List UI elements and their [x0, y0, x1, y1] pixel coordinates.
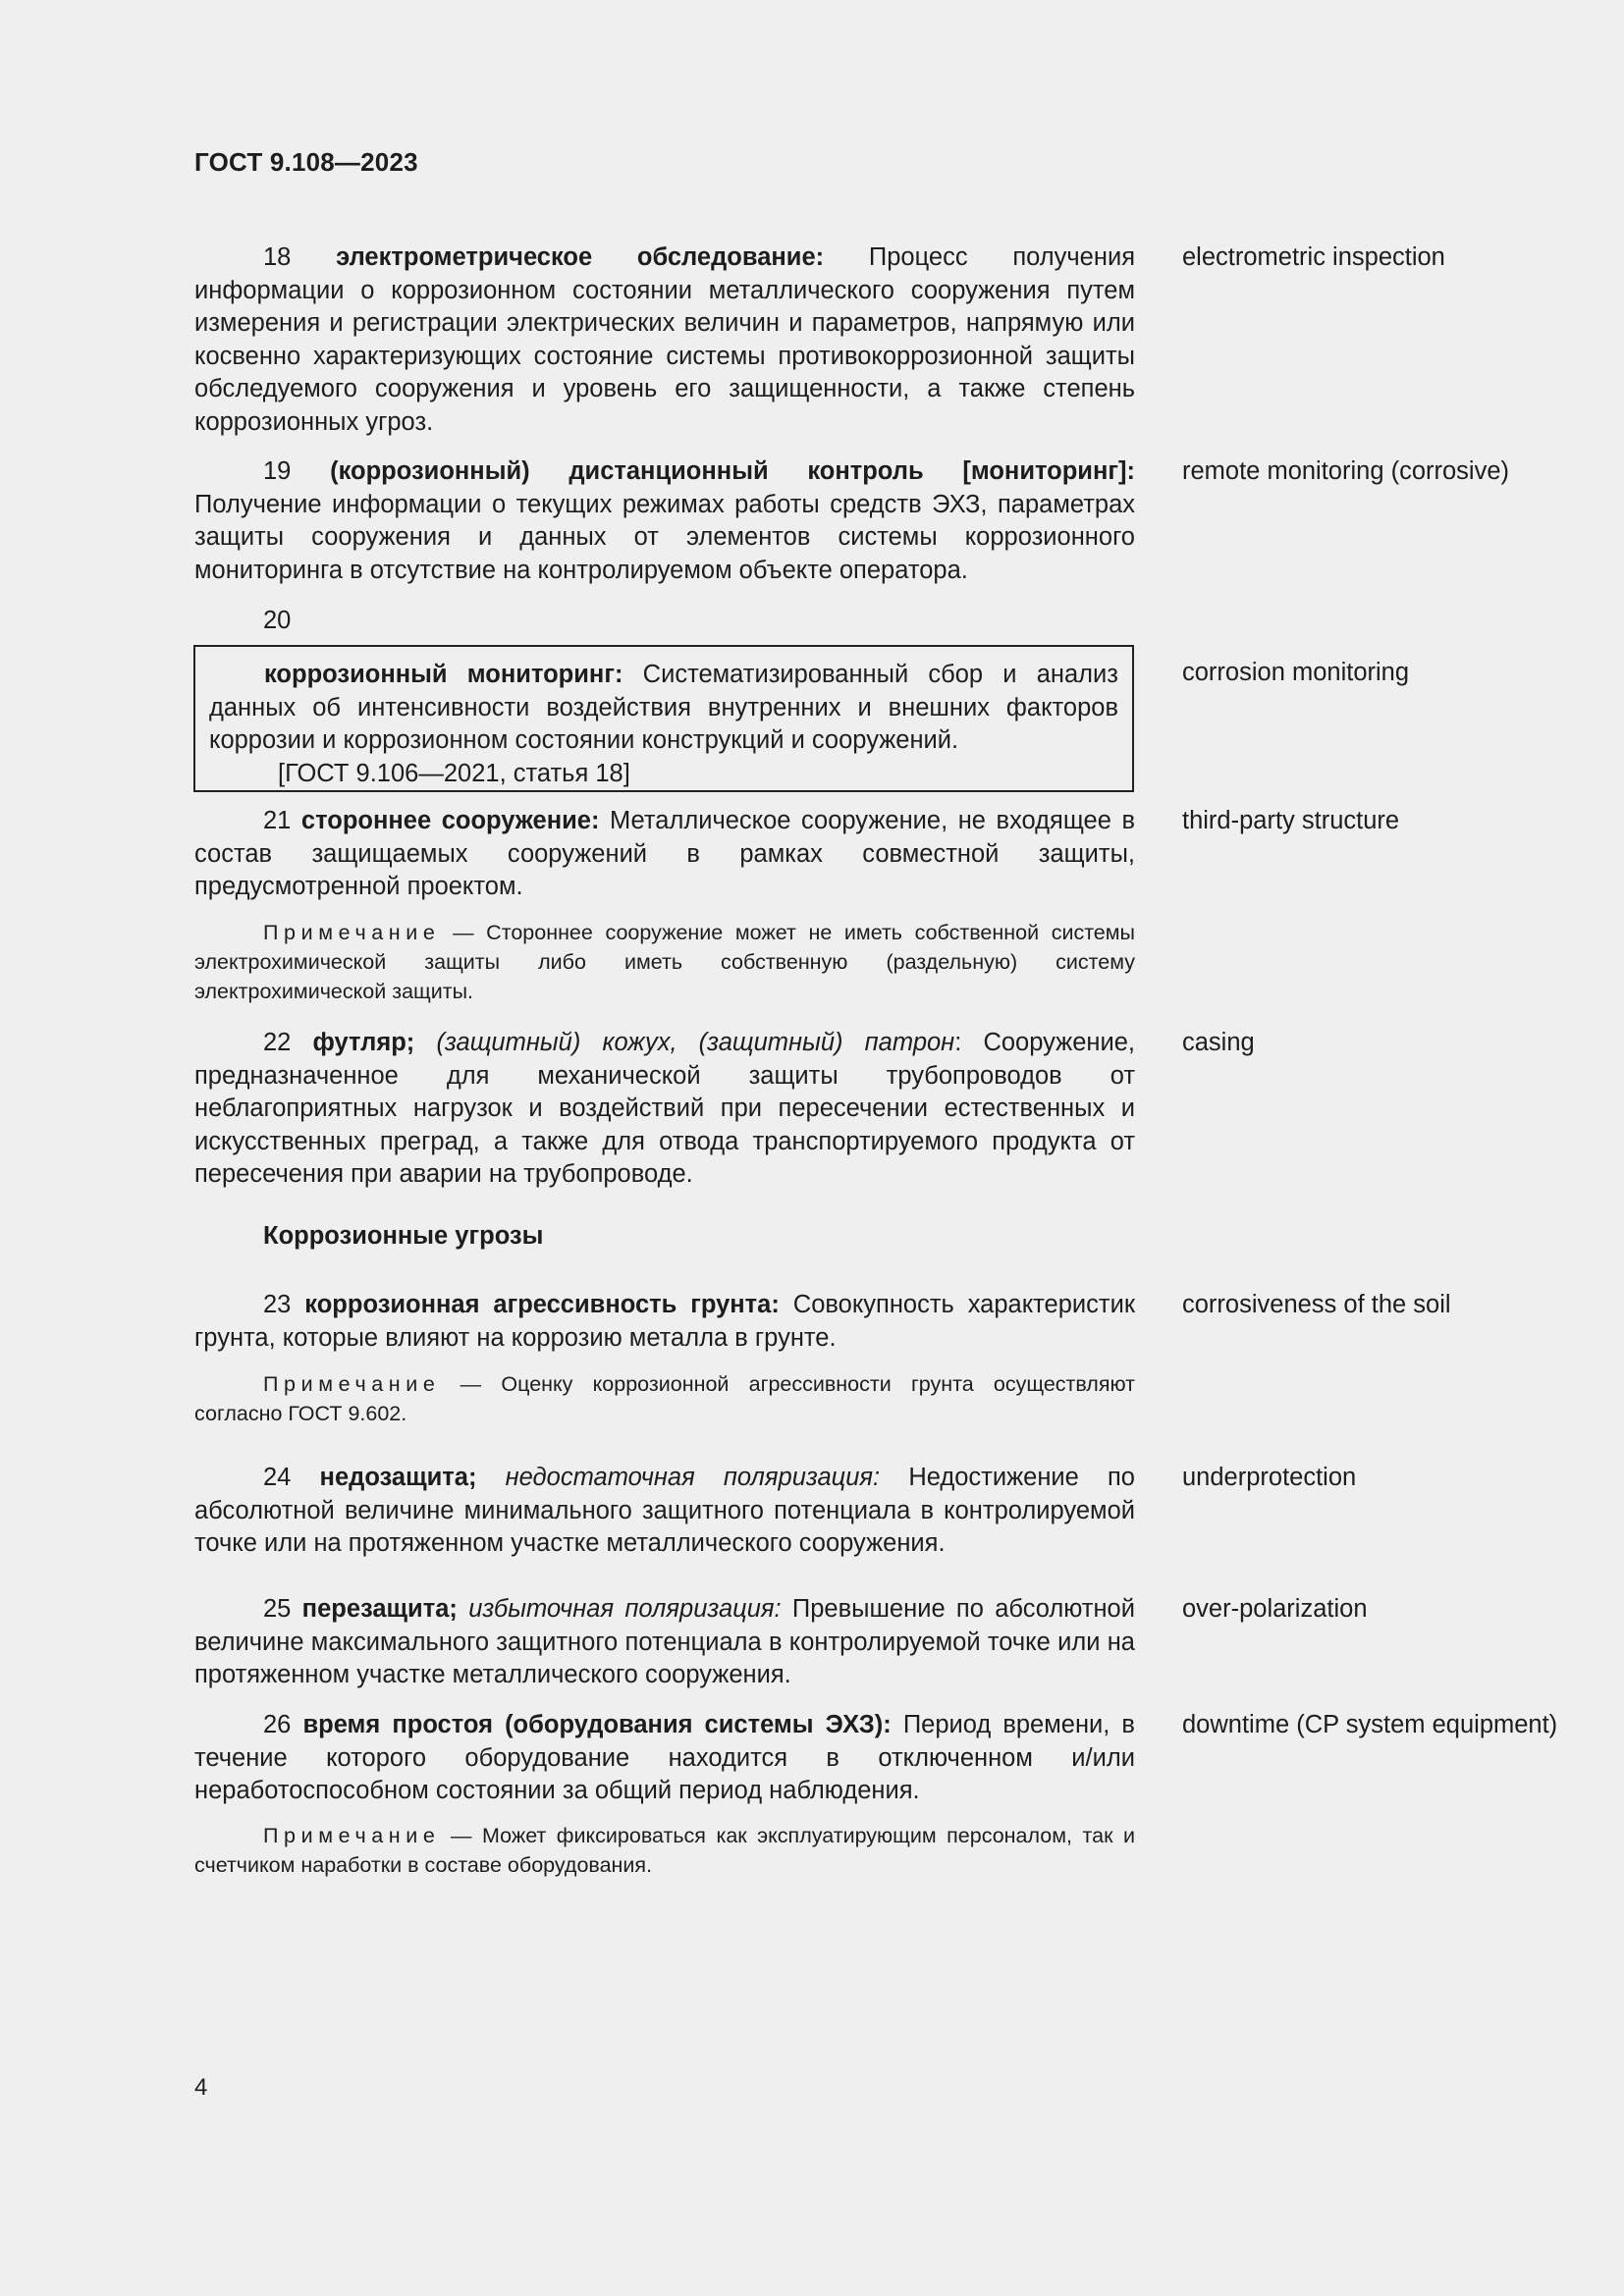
term-23 [194, 1289, 1135, 1355]
term-number: 22 [263, 1029, 292, 1056]
note-text: — Стороннее сооружение может не иметь собственной системы электрохимической защиты либо иметь собственную (раздельную) систему электрохимической защиты. [194, 921, 1135, 1003]
term-24 [194, 1462, 1135, 1561]
term-name: перезащита; [301, 1595, 458, 1623]
term-name: коррозионный мониторинг: [264, 661, 623, 688]
term-definition: : Сооружение, предназначенное для механической защиты трубопроводов от неблагоприятных нагрузок и воздействий при пересечении естественных и искусственных преград, а также для отвода транспортируемого продукта от пересечения при аварии на трубопроводе. [194, 1029, 1135, 1188]
term-definition: Недостижение по абсолютной величине минимального защитного потенциала в контролируемой точке или на протяженном участке металлического сооружения. [194, 1464, 1135, 1557]
term-22-english: casing [1182, 1029, 1255, 1056]
term-definition: Совокупность характеристик грунта, которые влияют на коррозию металла в грунте. [194, 1291, 1135, 1352]
term-synonyms: (защитный) кожух, (защитный) патрон [436, 1029, 955, 1056]
note-text: — Оценку коррозионной агрессивности грунта осуществляют согласно ГОСТ 9.602. [194, 1372, 1135, 1425]
term-definition: Период времени, в течение которого оборудование находится в отключенном и/или неработоспособном состоянии за общий период наблюдения. [194, 1711, 1135, 1804]
term-name: стороннее сооружение: [300, 807, 600, 834]
term-23-english: corrosiveness of the soil [1182, 1291, 1451, 1318]
term-name: время простоя (оборудования системы ЭХЗ): [302, 1711, 892, 1738]
term-name: футляр; [312, 1029, 415, 1056]
term-definition: Металлическое сооружение, не входящее в состав защищаемых сооружений в рамках совместной защиты, предусмотренной проектом. [194, 807, 1135, 900]
term-19-english: remote monitoring (corrosive) [1182, 457, 1510, 485]
term-18-english: electrometric inspection [1182, 243, 1445, 271]
term-26-note [194, 1821, 1135, 1880]
document-header: ГОСТ 9.108—2023 [194, 147, 418, 177]
term-25-english: over-polarization [1182, 1595, 1368, 1623]
term-synonyms: недостаточная поляризация: [505, 1464, 881, 1491]
term-definition: Превышение по абсолютной величине максимального защитного потенциала в контролируемой точке или на протяженном участке металлического сооружения. [194, 1595, 1135, 1688]
term-number: 18 [263, 243, 292, 271]
note-label: Примечание [263, 921, 441, 944]
term-20-source: [ГОСТ 9.106—2021, статья 18] [278, 759, 630, 787]
page-number: 4 [194, 2074, 208, 2101]
term-20-english: corrosion monitoring [1182, 659, 1410, 686]
section-heading: Коррозионные угрозы [263, 1222, 544, 1250]
term-26-english: downtime (CP system equipment) [1182, 1711, 1558, 1738]
term-18 [194, 241, 1135, 439]
term-number: 23 [263, 1291, 292, 1318]
term-name: (коррозионный) дистанционный контроль [мониторинг]: [330, 457, 1135, 485]
term-25 [194, 1593, 1135, 1692]
note-text: — Может фиксироваться как эксплуатирующим персоналом, так и счетчиком наработки в составе оборудования. [194, 1824, 1135, 1877]
term-number: 25 [263, 1595, 292, 1623]
note-label: Примечание [263, 1824, 441, 1847]
term-name: недозащита; [319, 1464, 477, 1491]
term-20 [209, 659, 1118, 758]
term-number: 24 [263, 1464, 292, 1491]
term-21 [194, 805, 1135, 904]
term-21-note [194, 918, 1135, 1006]
term-number: 21 [263, 807, 292, 834]
note-label: Примечание [263, 1372, 441, 1396]
term-20-box [193, 645, 1134, 792]
term-24-english: underprotection [1182, 1464, 1357, 1491]
term-20-number: 20 [263, 607, 292, 634]
term-22 [194, 1027, 1135, 1192]
term-23-note [194, 1369, 1135, 1428]
term-definition: Получение информации о текущих режимах работы средств ЭХЗ, параметрах защиты сооружения и данных от элементов системы коррозионного мониторинга в отсутствие на контролируемом объекте оператора. [194, 490, 1135, 584]
term-name: электрометрическое обследование: [336, 243, 825, 271]
term-number: 26 [263, 1711, 292, 1738]
term-definition: Систематизированный сбор и анализ данных об интенсивности воздействия внутренних и внешних факторов коррозии и коррозионном состоянии конструкций и сооружений. [209, 661, 1118, 754]
term-19 [194, 455, 1135, 587]
term-definition: Процесс получения информации о коррозионном состоянии металлического сооружения путем измерения и регистрации электрических величин и параметров, напрямую или косвенно характеризующих состояние системы противокоррозионной защиты обследуемого сооружения и уровень его защищенности, а также степень коррозионных угроз. [194, 243, 1135, 436]
term-name: коррозионная агрессивность грунта: [304, 1291, 780, 1318]
term-26 [194, 1709, 1135, 1808]
term-number: 19 [263, 457, 292, 485]
term-synonyms: избыточная поляризация: [468, 1595, 782, 1623]
term-21-english: third-party structure [1182, 807, 1400, 834]
